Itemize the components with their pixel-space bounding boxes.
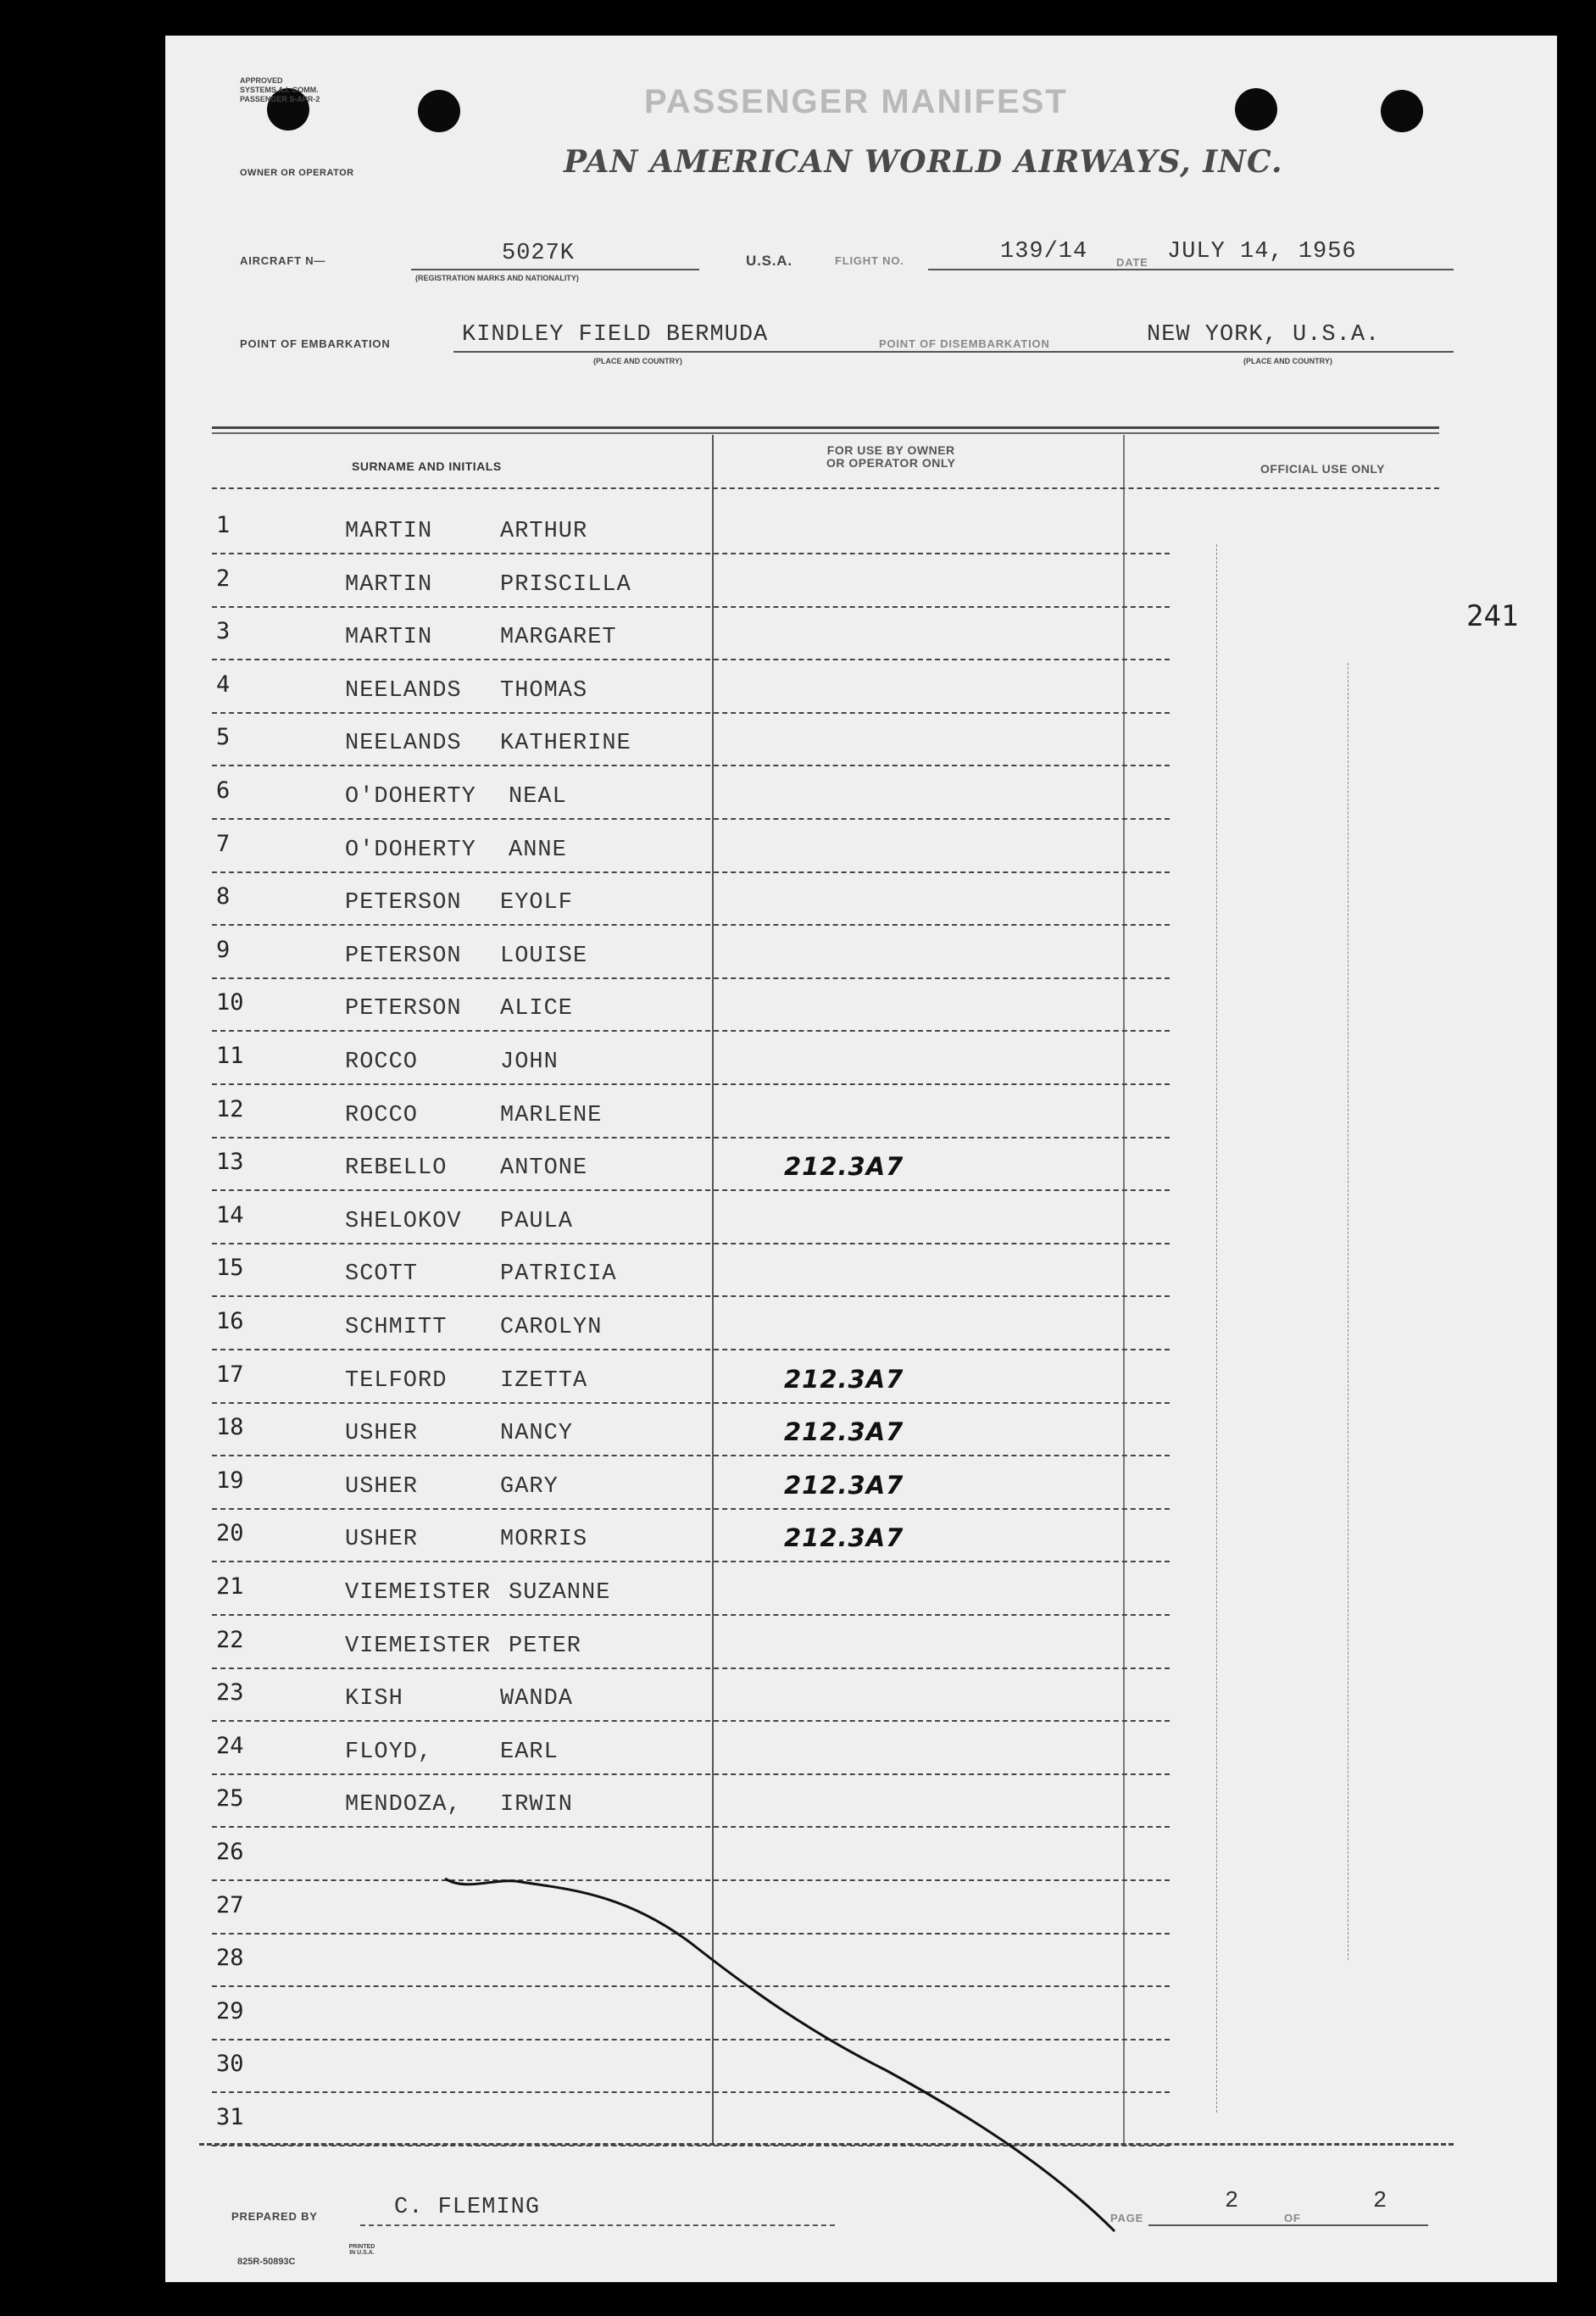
passenger-surname: PETERSON	[345, 944, 462, 969]
row-number: 18	[216, 1414, 244, 1440]
row-number: 29	[216, 1998, 244, 2024]
passenger-surname: MENDOZA,	[345, 1792, 462, 1818]
prepared-line	[360, 2224, 835, 2226]
disembarkation-label: POINT OF DISEMBARKATION	[879, 337, 1050, 350]
passenger-surname: SCHMITT	[345, 1315, 448, 1340]
registration-caption: (REGISTRATION MARKS AND NATIONALITY)	[415, 274, 579, 282]
row-rule	[212, 1667, 1170, 1669]
row-number: 21	[216, 1573, 244, 1600]
passenger-surname: VIEMEISTER	[345, 1634, 492, 1659]
row-rule	[212, 1295, 1170, 1297]
passenger-surname: O'DOHERTY	[345, 784, 476, 810]
row-rule	[212, 1243, 1170, 1244]
row-rule	[212, 2039, 1170, 2040]
passenger-surname: PETERSON	[345, 996, 462, 1022]
row-number: 4	[216, 671, 231, 698]
row-number: 30	[216, 2051, 244, 2077]
row-rule	[212, 871, 1170, 873]
passenger-given-name: ALICE	[500, 996, 574, 1022]
row-number: 10	[216, 989, 244, 1016]
passenger-given-name: NEAL	[509, 784, 567, 810]
row-rule	[212, 553, 1170, 554]
passenger-given-name: ANNE	[509, 838, 567, 863]
row-number: 19	[216, 1467, 244, 1494]
table-bottom-rule	[199, 2143, 1454, 2146]
punch-hole-icon	[418, 90, 460, 132]
operator-code: 212.3A7	[784, 1417, 904, 1446]
row-rule	[212, 1189, 1170, 1191]
row-number: 8	[216, 883, 231, 910]
passenger-surname: VIEMEISTER	[345, 1580, 492, 1606]
passenger-given-name: PATRICIA	[500, 1261, 617, 1287]
row-number: 26	[216, 1839, 244, 1865]
passenger-surname: USHER	[345, 1527, 419, 1552]
row-rule	[212, 1349, 1170, 1350]
passenger-given-name: IRWIN	[500, 1792, 574, 1818]
punch-hole-icon	[1381, 90, 1423, 132]
page-number: 2	[1225, 2189, 1240, 2214]
table-divider-owner	[712, 435, 714, 2143]
margin-note: 241	[1466, 599, 1519, 633]
row-rule	[212, 977, 1170, 979]
usa-label: U.S.A.	[746, 253, 792, 269]
passenger-surname: ROCCO	[345, 1103, 419, 1128]
passenger-given-name: WANDA	[500, 1686, 574, 1712]
row-rule	[212, 1879, 1170, 1881]
page-line	[1148, 2224, 1428, 2226]
row-rule	[212, 1773, 1170, 1775]
row-number: 7	[216, 831, 231, 857]
passenger-given-name: PAULA	[500, 1209, 574, 1234]
passenger-surname: REBELLO	[345, 1155, 448, 1181]
row-number: 25	[216, 1785, 244, 1812]
row-number: 17	[216, 1361, 244, 1388]
row-number: 6	[216, 777, 231, 804]
operator-code: 212.3A7	[784, 1365, 904, 1394]
passenger-given-name: MORRIS	[500, 1527, 588, 1552]
row-number: 20	[216, 1520, 244, 1546]
passenger-given-name: THOMAS	[500, 678, 588, 704]
row-rule	[212, 1455, 1170, 1456]
row-number: 22	[216, 1627, 244, 1653]
disembarkation-caption: (PLACE AND COUNTRY)	[1243, 357, 1332, 365]
row-number: 3	[216, 618, 231, 644]
flight-label: FLIGHT NO.	[835, 254, 904, 267]
embarkation-caption: (PLACE AND COUNTRY)	[593, 357, 682, 365]
passenger-given-name: ARTHUR	[500, 519, 588, 544]
airline-name: PAN AMERICAN WORLD AIRWAYS, INC.	[564, 144, 1283, 180]
official-inner-line	[1216, 544, 1217, 2113]
row-number: 9	[216, 937, 231, 963]
row-rule	[212, 818, 1170, 820]
prepared-by-name: C. FLEMING	[394, 2195, 541, 2220]
row-rule	[212, 606, 1170, 608]
table-top-rule-2	[212, 432, 1439, 434]
passenger-given-name: MARLENE	[500, 1103, 603, 1128]
disembarkation-point: NEW YORK, U.S.A.	[1147, 322, 1381, 348]
of-label: OF	[1284, 2212, 1301, 2224]
passenger-given-name: LOUISE	[500, 944, 588, 969]
passenger-given-name: KATHERINE	[500, 731, 631, 756]
row-number: 12	[216, 1096, 244, 1122]
passenger-given-name: NANCY	[500, 1421, 574, 1446]
row-rule	[212, 712, 1170, 714]
row-number: 24	[216, 1733, 244, 1759]
passenger-surname: USHER	[345, 1421, 419, 1446]
row-number: 31	[216, 2104, 244, 2130]
aircraft-number: 5027K	[502, 241, 576, 266]
row-number: 27	[216, 1892, 244, 1918]
row-rule	[212, 1826, 1170, 1828]
punch-hole-icon	[1235, 88, 1277, 131]
passenger-surname: PETERSON	[345, 890, 462, 916]
row-rule	[212, 1933, 1170, 1935]
embarkation-label: POINT OF EMBARKATION	[240, 337, 391, 350]
owner-operator-label: OWNER OR OPERATOR	[240, 168, 354, 178]
row-rule	[212, 1614, 1170, 1616]
row-number: 1	[216, 512, 231, 538]
manifest-sheet	[165, 36, 1557, 2282]
operator-code: 212.3A7	[784, 1523, 904, 1552]
passenger-given-name: EARL	[500, 1740, 559, 1765]
passenger-surname: ROCCO	[345, 1049, 419, 1075]
passenger-given-name: SUZANNE	[509, 1580, 611, 1606]
row-number: 23	[216, 1679, 244, 1706]
embarkation-point: KINDLEY FIELD BERMUDA	[462, 322, 769, 348]
page-total: 2	[1373, 2189, 1388, 2214]
passenger-surname: SCOTT	[345, 1261, 419, 1287]
row-rule	[212, 1985, 1170, 1987]
header-bottom-rule	[212, 487, 1439, 489]
column-header-surname: SURNAME AND INITIALS	[352, 459, 502, 473]
page-title: PASSENGER MANIFEST	[644, 83, 1068, 120]
passenger-surname: NEELANDS	[345, 678, 462, 704]
official-inner-line-2	[1348, 663, 1349, 1960]
passenger-surname: O'DOHERTY	[345, 838, 476, 863]
row-number: 14	[216, 1202, 244, 1228]
page-label: PAGE	[1110, 2212, 1144, 2224]
operator-code: 212.3A7	[784, 1152, 904, 1181]
row-number: 28	[216, 1945, 244, 1971]
printed-note: PRINTED IN U.S.A.	[348, 2244, 375, 2256]
passenger-given-name: CAROLYN	[500, 1315, 603, 1340]
date-label: DATE	[1116, 256, 1148, 269]
row-number: 5	[216, 724, 231, 750]
row-number: 2	[216, 565, 231, 592]
row-rule	[212, 765, 1170, 766]
passenger-surname: KISH	[345, 1686, 403, 1712]
form-number: 825R-50893C	[237, 2257, 296, 2267]
column-header-official: OFFICIAL USE ONLY	[1260, 462, 1385, 476]
passenger-given-name: PETER	[509, 1634, 582, 1659]
row-number: 13	[216, 1149, 244, 1175]
column-header-owner: FOR USE BY OWNER OR OPERATOR ONLY	[826, 443, 956, 470]
row-number: 11	[216, 1043, 244, 1069]
row-rule	[212, 1720, 1170, 1722]
passenger-surname: TELFORD	[345, 1368, 448, 1394]
passenger-given-name: EYOLF	[500, 890, 574, 916]
table-divider-official	[1123, 435, 1125, 2143]
passenger-surname: FLOYD,	[345, 1740, 433, 1765]
row-rule	[212, 2091, 1170, 2093]
passenger-surname: SHELOKOV	[345, 1209, 462, 1234]
passenger-given-name: PRISCILLA	[500, 572, 631, 598]
flight-number: 139/14	[1000, 239, 1088, 264]
aircraft-line	[411, 269, 699, 270]
row-rule	[212, 1137, 1170, 1139]
row-rule	[212, 1561, 1170, 1562]
flight-date: JULY 14, 1956	[1167, 239, 1357, 264]
flight-line	[928, 269, 1454, 270]
row-number: 15	[216, 1255, 244, 1281]
passenger-given-name: MARGARET	[500, 625, 617, 650]
row-number: 16	[216, 1308, 244, 1334]
embarkation-line	[453, 351, 1454, 353]
table-top-rule	[212, 426, 1439, 429]
prepared-by-label: PREPARED BY	[231, 2210, 318, 2223]
passenger-given-name: GARY	[500, 1474, 559, 1500]
aircraft-label: AIRCRAFT N—	[240, 254, 326, 267]
passenger-given-name: ANTONE	[500, 1155, 588, 1181]
passenger-given-name: JOHN	[500, 1049, 559, 1075]
row-rule	[212, 659, 1170, 660]
row-rule	[212, 1402, 1170, 1404]
passenger-given-name: IZETTA	[500, 1368, 588, 1394]
passenger-surname: USHER	[345, 1474, 419, 1500]
passenger-surname: MARTIN	[345, 625, 433, 650]
row-rule	[212, 924, 1170, 926]
operator-code: 212.3A7	[784, 1471, 904, 1500]
row-rule	[212, 1030, 1170, 1032]
approval-stamp: APPROVED SYSTEMS A.I. COMM. PASSENGER S-APR-2	[240, 76, 320, 103]
row-rule	[212, 1083, 1170, 1085]
passenger-surname: MARTIN	[345, 519, 433, 544]
passenger-surname: NEELANDS	[345, 731, 462, 756]
passenger-surname: MARTIN	[345, 572, 433, 598]
row-rule	[212, 1508, 1170, 1510]
